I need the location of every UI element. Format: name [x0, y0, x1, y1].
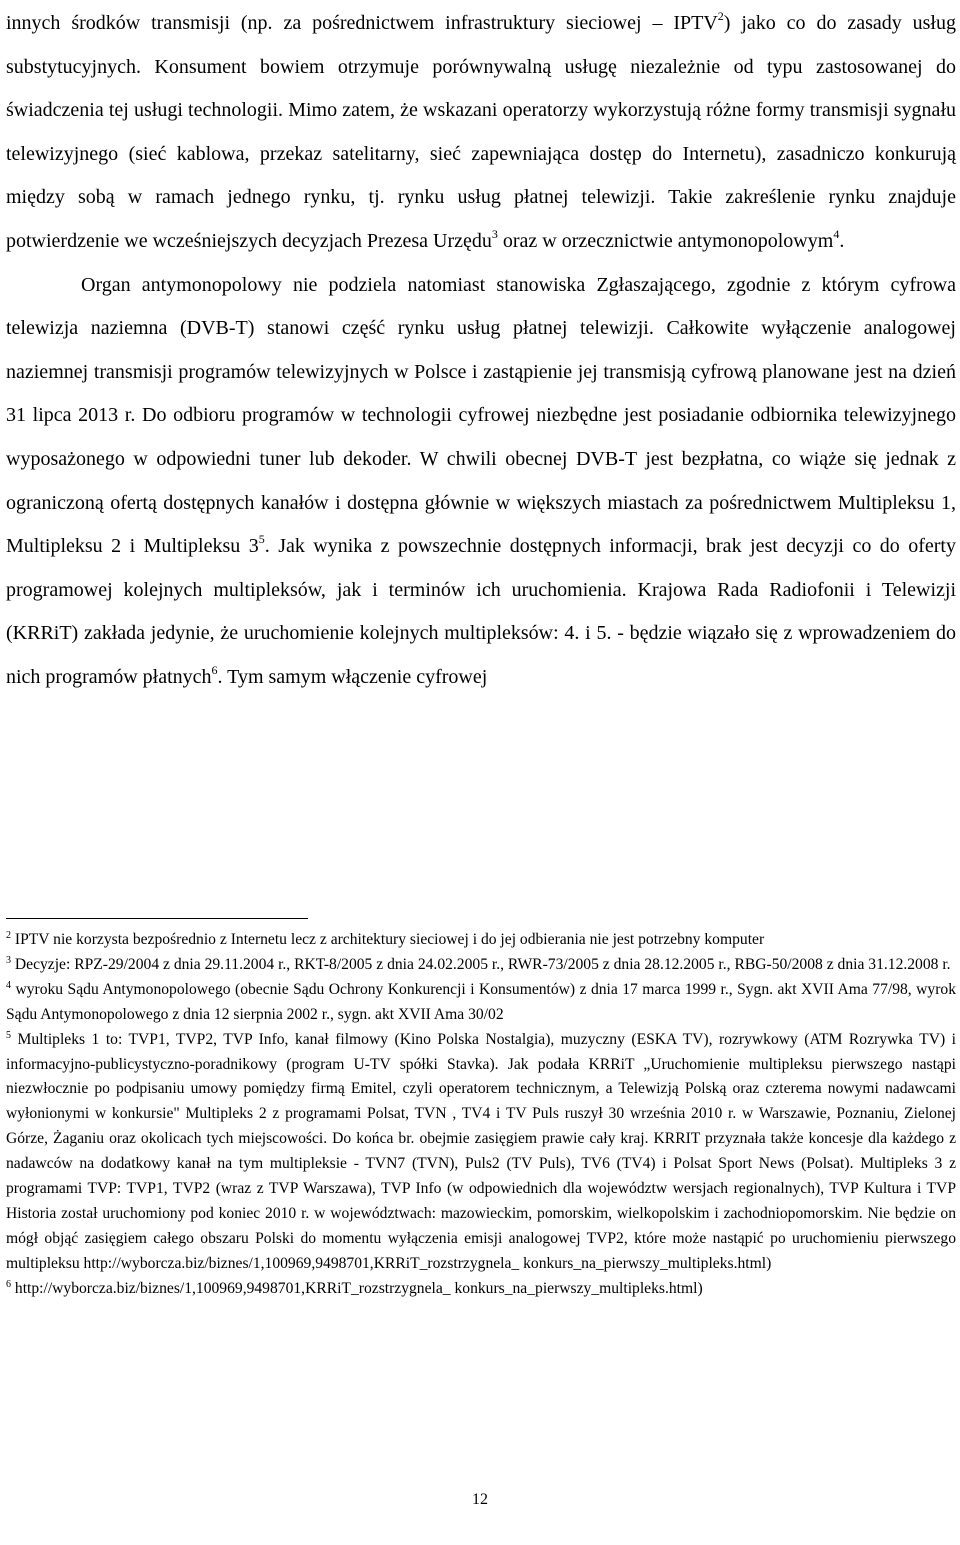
- footnote-3: [6, 953, 956, 978]
- footnote-ref-4[interactable]: 4: [833, 226, 840, 241]
- footnote-number: 2: [6, 930, 11, 941]
- footnotes-section: [6, 928, 956, 1302]
- footnote-text: Multipleks 1 to: TVP1, TVP2, TVP Info, kanał filmowy (Kino Polska Nostalgia), muzyczny (ESKA TV), rozrywkowy (ATM Rozrywka TV) i informacyjno-publicystyczno-poradnikowy (program U-TV spółki Stavka). Jak podała KRRiT „Uruchomienie multipleksu pierwszego nastąpi niezwłocznie po podpisaniu umowy pomiędzy firmą Emitel, czyli operatorem technicznym, a Telewizją Polską oraz czterema nowymi nadawcami wyłonionymi w konkursie" Multipleks 2 z programami Polsat, TVN , TV4 i TV Puls ruszył 30 września 2010 r. w Warszawie, Poznaniu, Zielonej Górze, Żaganiu oraz okolicach tych miejscowości. Do końca br. obejmie zasięgiem prawie cały kraj. KRRIT przyznała także koncesje dla każdego z nadawców na dodatkowy kanał na tym multipleksie - TVN7 (TVN), Puls2 (TV Puls), TV6 (TV4) i Polsat Sport News (Polsat). Multipleks 3 z programami TVP: TVP1, TVP2 (wraz z TVP Warszawa), TVP Info (w odpowiednich dla województw wersjach regionalnych), TVP Kultura i TVP Historia został uruchomiony pod koniec 2010 r. w województwach: mazowieckim, pomorskim, wielkopolskim i zachodniopomorskim. Nie będzie on mógł objąć zasięgiem całego obszaru Polski do momentu wyłączenia emisji analogowej TVP2, które może nastąpić po uruchomieniu pierwszego multipleksu http://wyborcza.biz/biznes/1,100969,9498701,KRRiT_rozstrzygnela_ konkurs_na_pierwszy_multipleks.html): [6, 1030, 956, 1272]
- paragraph-2-text-c: . Tym samym włączenie cyfrowej: [217, 665, 488, 688]
- paragraph-1-text-a: innych środków transmisji (np. za pośrednictwem infrastruktury sieciowej – IPTV: [6, 12, 718, 34]
- footnote-number: 3: [6, 954, 11, 966]
- document-page: [6, 0, 956, 700]
- footnote-number: 4: [6, 979, 11, 991]
- body-paragraph-1: [6, 2, 956, 264]
- footnote-2: [6, 928, 956, 953]
- footnote-ref-2[interactable]: 2: [717, 9, 724, 23]
- paragraph-1-text-b: ) jako co do zasady usług substytucyjnych. Konsument bowiem otrzymuje porównywalną usługę niezależnie od typu zastosowanej do świadczenia tej usługi technologii. Mimo zatem, że wskazani operatorzy wykorzystują różne formy transmisji sygnału telewizyjnego (sieć kablowa, przekaz satelitarny, sieć zapewniająca dostęp do Internetu), zasadniczo konkurują między sobą w ramach jednego rynku, tj. rynku usług płatnej telewizji. Takie zakreślenie rynku znajduje potwierdzenie we wcześniejszych decyzjach Prezesa Urzędu: [6, 12, 956, 252]
- footnote-text: IPTV nie korzysta bezpośrednio z Internetu lecz z architektury sieciowej i do jej odbierania nie jest potrzebny komputer: [11, 931, 765, 948]
- footnote-text: Decyzje: RPZ-29/2004 z dnia 29.11.2004 r., RKT-8/2005 z dnia 24.02.2005 r., RWR-73/2005 z dnia 28.12.2005 r., RBG-50/2008 z dnia 31.12.2008 r.: [11, 955, 951, 973]
- footnote-text: http://wyborcza.biz/biznes/1,100969,9498701,KRRiT_rozstrzygnela_ konkurs_na_pierwszy_multipleks.html): [11, 1279, 703, 1297]
- page-number: 12: [472, 1491, 488, 1508]
- footnote-ref-5[interactable]: 5: [258, 532, 265, 547]
- footnote-4: [6, 978, 956, 1028]
- paragraph-1-text-d: .: [839, 229, 845, 252]
- footnote-6: [6, 1277, 956, 1302]
- footnote-text: wyroku Sądu Antymonopolowego (obecnie Sądu Ochrony Konkurencji i Konsumentów) z dnia 17 marca 1999 r., Sygn. akt XVII Ama 77/98, wyrok Sądu Antymonopolowego z dnia 12 sierpnia 2002 r., sygn. akt XVII Ama 30/02: [6, 980, 956, 1023]
- footnote-5: [6, 1028, 956, 1277]
- footnote-number: 6: [6, 1278, 11, 1290]
- paragraph-2-text-a: Organ antymonopolowy nie podziela natomiast stanowiska Zgłaszającego, zgodnie z którym cyfrowa telewizja naziemna (DVB-T) stanowi część rynku usług płatnej telewizji. Całkowite wyłączenie analogowej naziemnej transmisji programów telewizyjnych w Polsce i zastąpienie jej transmisją cyfrową planowane jest na dzień 31 lipca 2013 r. Do odbioru programów w technologii cyfrowej niezbędne jest posiadanie odbiornika telewizyjnego wyposażonego w odpowiedni tuner lub dekoder. W chwili obecnej DVB-T jest bezpłatna, co wiąże się jednak z ograniczoną ofertą dostępnych kanałów i dostępna głównie w większych miastach za pośrednictwem Multipleksu 1, Multipleksu 2 i Multipleksu 3: [6, 273, 956, 558]
- paragraph-2-text-b: . Jak wynika z powszechnie dostępnych informacji, brak jest decyzji co do oferty programowej kolejnych multipleksów, jak i terminów ich uruchomienia. Krajowa Rada Radiofonii i Telewizji (KRRiT) zakłada jedynie, że uruchomienie kolejnych multipleksów: 4. i 5. - będzie wiązało się z wprowadzeniem do nich programów płatnych: [6, 535, 956, 688]
- footnote-ref-6[interactable]: 6: [211, 662, 218, 677]
- footnote-ref-3[interactable]: 3: [491, 226, 498, 241]
- footnote-separator: [6, 918, 308, 919]
- body-paragraph-2: [6, 264, 956, 700]
- footnote-number: 5: [6, 1029, 11, 1041]
- paragraph-1-text-c: oraz w orzecznictwie antymonopolowym: [497, 229, 834, 252]
